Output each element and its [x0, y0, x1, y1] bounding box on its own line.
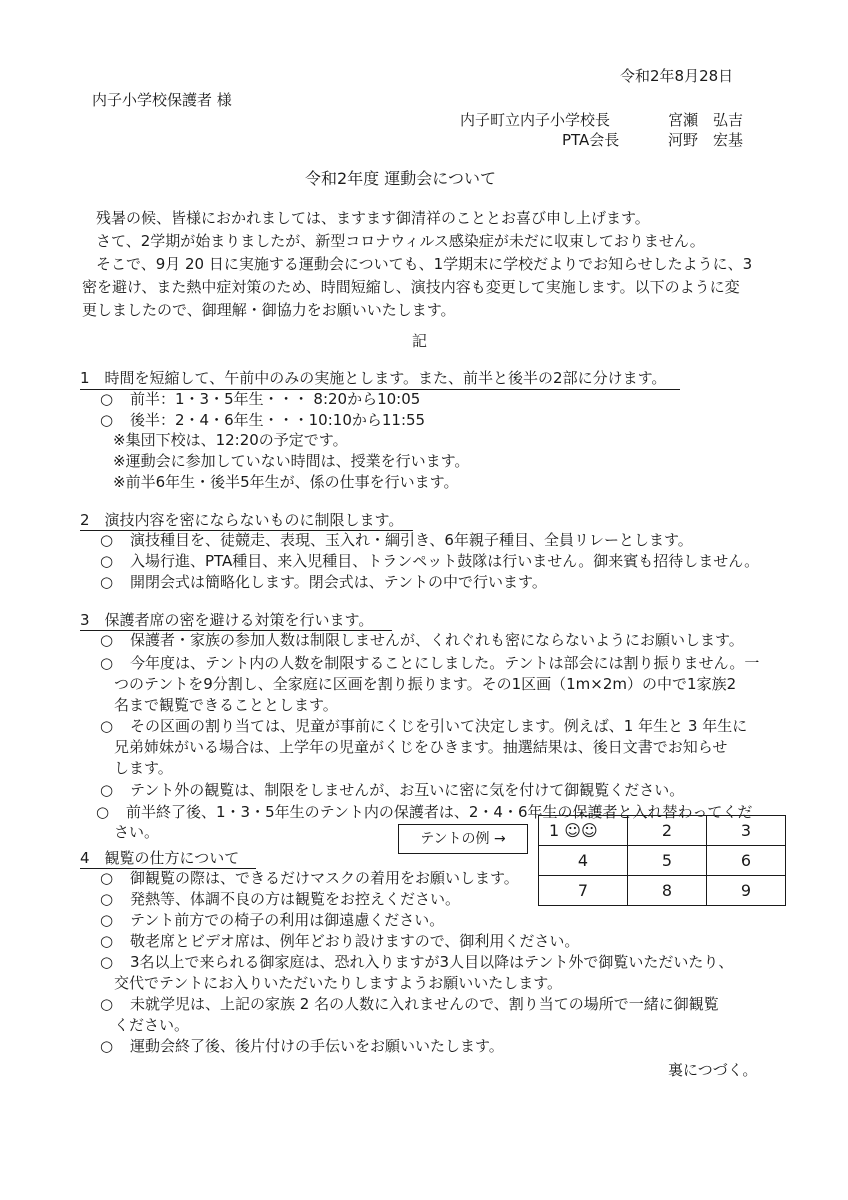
tent-cell: 1 ☺☺ — [539, 816, 628, 846]
item-text: 運動会終了後、後片付けの手伝いをお願いいたします。 — [130, 1037, 504, 1055]
circle-bullet: ○ — [100, 781, 114, 799]
sender-principal-name: 宮瀬 弘吉 — [668, 111, 744, 129]
circle-bullet: ○ — [100, 890, 114, 908]
list-item — [100, 931, 579, 951]
list-item — [100, 572, 547, 592]
intro-line: 密を避け、また熱中症対策のため、時間短縮し、演技内容も変更して実施します。以下のように変 — [82, 278, 740, 296]
intro-line: そこで、9月 20 日に実施する運動会についても、1学期末に学校だよりでお知らせしたように、3 — [96, 255, 753, 273]
item-text: 開閉会式は簡略化します。閉会式は、テントの中で行います。 — [130, 573, 547, 591]
list-item — [100, 389, 420, 409]
tent-cell: 8 — [628, 876, 707, 906]
list-item — [100, 551, 759, 571]
circle-bullet: ○ — [100, 654, 114, 672]
item-text: 敬老席とビデオ席は、例年どおり設けますので、御利用ください。 — [130, 932, 580, 950]
circle-bullet: ○ — [100, 869, 114, 887]
tent-cell: 3 — [707, 816, 786, 846]
section1-heading: 1 時間を短縮して、午前中のみの実施とします。また、前半と後半の2部に分けます。 — [80, 369, 667, 387]
tent-cell: 6 — [707, 846, 786, 876]
section2-heading: 2 演技内容を密にならないものに制限します。 — [80, 511, 404, 529]
item-continuation: 兄弟姉妹がいる場合は、上学年の児童がくじをひきます。抽選結果は、後日文書でお知らせ — [114, 738, 728, 756]
list-item — [100, 630, 744, 650]
list-item — [100, 653, 759, 673]
item-text: その区画の割り当ては、児童が事前にくじを引いて決定します。例えば、1 年生と 3 年生に — [130, 717, 748, 735]
document-date: 令和2年8月28日 — [620, 67, 734, 85]
item-continuation: さい。 — [114, 823, 160, 841]
section4-heading: 4 観覧の仕方について — [80, 849, 240, 867]
sender-pta-title: PTA会長 — [562, 131, 620, 149]
item-text: 発熱等、体調不良の方は観覧をお控えください。 — [130, 890, 461, 908]
section3-heading: 3 保護者席の密を避ける対策を行います。 — [80, 611, 374, 629]
tent-grid — [538, 815, 786, 906]
tent-cell: 9 — [707, 876, 786, 906]
list-item — [100, 868, 519, 888]
circle-bullet: ○ — [100, 953, 114, 971]
note: ※運動会に参加していない時間は、授業を行います。 — [113, 452, 470, 470]
sender-pta-name: 河野 宏基 — [668, 131, 744, 149]
intro-line: 更しましたので、御理解・御協力をお願いいたします。 — [82, 301, 456, 319]
item-text: 前半：1・3・5年生・・・ 8:20から10:05 — [130, 390, 421, 408]
list-item — [100, 410, 425, 430]
circle-bullet: ○ — [100, 1037, 114, 1055]
list-item — [100, 716, 747, 736]
tent-cell: 7 — [539, 876, 628, 906]
circle-bullet: ○ — [100, 717, 114, 735]
item-text: 入場行進、PTA種目、来入児種目、トランペット鼓隊は行いません。御来賓も招待しません。 — [130, 552, 760, 570]
list-item — [100, 994, 719, 1014]
item-text: テント外の観覧は、制限をしませんが、お互いに密に気を付けて御観覧ください。 — [130, 781, 685, 799]
item-continuation: ください。 — [114, 1016, 190, 1034]
circle-bullet: ○ — [96, 803, 110, 821]
list-item — [100, 530, 693, 550]
item-text: 保護者・家族の参加人数は制限しませんが、くれぐれも密にならないようにお願いします。 — [130, 631, 744, 649]
list-item — [100, 780, 684, 800]
list-item — [100, 910, 444, 930]
circle-bullet: ○ — [100, 411, 114, 429]
item-text: 3名以上で来られる御家庭は、恐れ入りますが3人目以降はテント外で御覧いただいたり、 — [130, 953, 734, 971]
circle-bullet: ○ — [100, 531, 114, 549]
tent-example-label: テントの例 → — [398, 824, 528, 854]
circle-bullet: ○ — [100, 390, 114, 408]
item-continuation: つのテントを9分割し、全家庭に区画を割り振ります。その1区画（1m×2m）の中で1家族2 — [114, 675, 737, 693]
item-text: 未就学児は、上記の家族 2 名の人数に入れませんので、割り当ての場所で一緒に御観覧 — [130, 995, 719, 1013]
item-text: 前半終了後、1・3・5年生のテント内の保護者は、2・4・6年生の保護者と入れ替わってくだ — [126, 803, 753, 821]
note: ※前半6年生・後半5年生が、係の仕事を行います。 — [113, 473, 459, 491]
document-title: 令和2年度 運動会について — [305, 169, 496, 188]
item-text: 御観覧の際は、できるだけマスクの着用をお願いします。 — [130, 869, 519, 887]
item-text: 後半：2・4・6年生・・・10:10から11:55 — [130, 411, 426, 429]
circle-bullet: ○ — [100, 995, 114, 1013]
note: ※集団下校は、12:20の予定です。 — [113, 431, 348, 449]
circle-bullet: ○ — [100, 911, 114, 929]
list-item — [100, 1036, 504, 1056]
intro-line: 残暑の候、皆様におかれましては、ますます御清祥のこととお喜び申し上げます。 — [96, 209, 650, 227]
item-continuation: 交代でテントにお入りいただいたりしますようお願いいたします。 — [114, 974, 563, 992]
circle-bullet: ○ — [100, 932, 114, 950]
tent-cell: 2 — [628, 816, 707, 846]
item-text: 今年度は、テント内の人数を制限することにしました。テントは部会には割り振りません。一 — [130, 654, 760, 672]
item-text: テント前方での椅子の利用は御遠慮ください。 — [130, 911, 445, 929]
list-item — [100, 889, 460, 909]
item-continuation: します。 — [114, 759, 173, 777]
ki-mark: 記 — [412, 332, 428, 350]
tent-cell: 5 — [628, 846, 707, 876]
sender-principal-title: 内子町立内子小学校長 — [460, 111, 611, 129]
recipient: 内子小学校保護者 様 — [92, 91, 232, 109]
circle-bullet: ○ — [100, 631, 114, 649]
tent-cell: 4 — [539, 846, 628, 876]
item-continuation: 名まで観覧できることとします。 — [114, 696, 338, 714]
intro-line: さて、2学期が始まりましたが、新型コロナウィルス感染症が未だに収束しておりません。 — [96, 232, 705, 250]
list-item — [100, 952, 733, 972]
circle-bullet: ○ — [100, 552, 114, 570]
circle-bullet: ○ — [100, 573, 114, 591]
continued-note: 裏につづく。 — [668, 1061, 758, 1079]
item-text: 演技種目を、徒競走、表現、玉入れ・綱引き、6年親子種目、全員リレーとします。 — [130, 531, 693, 549]
